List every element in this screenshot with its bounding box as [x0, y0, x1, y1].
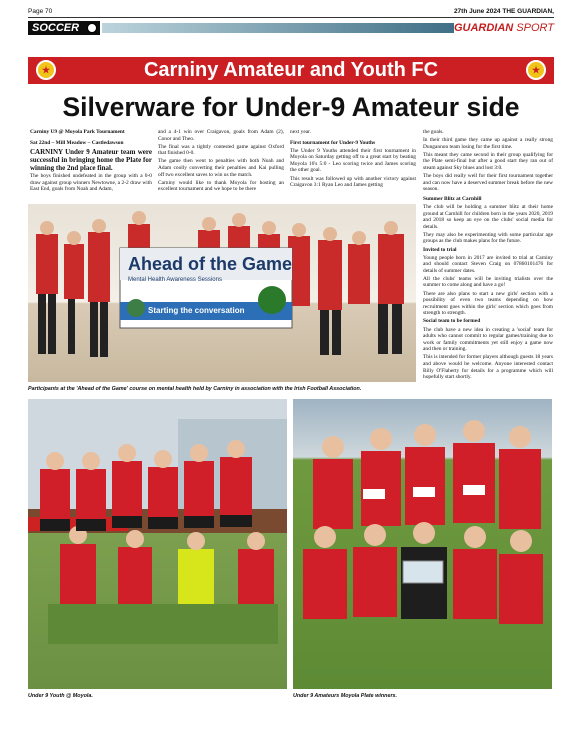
banner-cta: Starting the conversation: [148, 306, 245, 315]
header-rule: [28, 17, 554, 18]
page-number: Page 70: [28, 8, 53, 15]
football-icon: [87, 23, 97, 33]
caption-left-photo: Under 9 Youth @ Moyola.: [28, 693, 93, 699]
club-banner: [28, 57, 554, 84]
amateur-team-illustration: [293, 399, 552, 689]
article-column-2: and a 4-1 win over Craigavon, goals from Adam (2), Conor and Theo. The final was a tightly contested game against Oxford that finished 0-0. The game then went to penalties with both Noah and Adam coolly converting their penalties and Kai pulling off two excellent saves to win us the match. Carniny would like to thank Moyola for hosting an excellent tournament and we hope to be there: [158, 129, 284, 193]
youth-team-illustration: [28, 399, 287, 689]
article-column-1: Carniny U9 @ Moyola Park Tournament Sat 22nd – Mill Meadow – Castledawson CARNINY Under 9 Amateur team were successful in bringing home the Plate for winning the 2nd place final. The boys finished undefeated in the group with a 0-0 draw against group winners Newtowne, a 2-2 draw with East End, goals from Noah and Adam,: [30, 129, 152, 193]
date-paper: 27th June 2024 THE GUARDIAN,: [453, 8, 554, 15]
article-headline: Silverware for Under-9 Amateur side: [62, 92, 520, 122]
photo-under9-youth: [28, 399, 287, 689]
photo-mental-health-course: [28, 204, 416, 382]
club-crest-icon: ★: [36, 60, 56, 80]
caption-right-photo: Under 9 Amateurs Moyola Plate winners.: [293, 693, 398, 699]
section-bar: [28, 21, 554, 35]
section-gradient-bar: [102, 23, 454, 33]
club-crest-icon: ★: [526, 60, 546, 80]
caption-top-photo: Participants at the 'Ahead of the Game' course on mental health held by Carniny in association with the Irish Football Association.: [28, 386, 362, 392]
banner-title: Ahead of the Game: [128, 254, 293, 274]
group-photo-illustration: [28, 204, 416, 382]
photo-under9-amateurs: [293, 399, 552, 689]
article-column-4: the goals. In their third game they came up against a really strong Dungannon team losing for the first time. This meant they came second in their group qualifying for the Plate semi-final but after a good start they ran out of steam against Sky blues and lost 3:0. The boys did really well for their first tournament together and can now have a deserved summer break before the new season. Summer Blitz at Carnhill The club will be holding a summer blitz at their home ground at Carnhill for children born in the years 2020, 2019 and 2018 so keep an eye on the clubs' social media for details. They may also be experimenting with some particular age groups as the club makes plans for the future. Invited to trial Young people born in 2017 are invited to trial at Carniny and should contact Steven Craig on 07860101476 for details of summer dates. All the clubs' teams will be inviting trialists over the summer to come along and have a go! There are also plans to start a new girls' section with a possibility of even two teams depending on how recruitment goes within the girls' section which goes from strength to strength. Social team to be formed The club have a new idea in creating a 'social' team for adults who cannot commit to regular games/training due to work or family commitments yet still enjoy a game now and then or training. This is intended for former players although guests 18 years and above would be welcome. Anyone interested contact Billy O'Flaherty for details for a programme which will hopefully start shortly.: [423, 129, 553, 381]
soccer-label: SOCCER: [28, 21, 100, 35]
banner-subtitle: Mental Health Awareness Sessions: [128, 277, 222, 283]
club-banner-title: Carniny Amateur and Youth FC: [143, 59, 439, 81]
article-column-3: next year. First tournament for Under-9 Youths The Under 9 Youths attended their first tournament in Moyola on Saturday getting off to a great start by beating Moyola 16's 5:0 - Leo scoring twice and James scoring the other goal. This result was followed up with another victory against Craigavon 3:1 Ryan Leo and James getting: [290, 129, 416, 189]
paper-brand: GUARDIAN SPORT: [453, 22, 554, 34]
